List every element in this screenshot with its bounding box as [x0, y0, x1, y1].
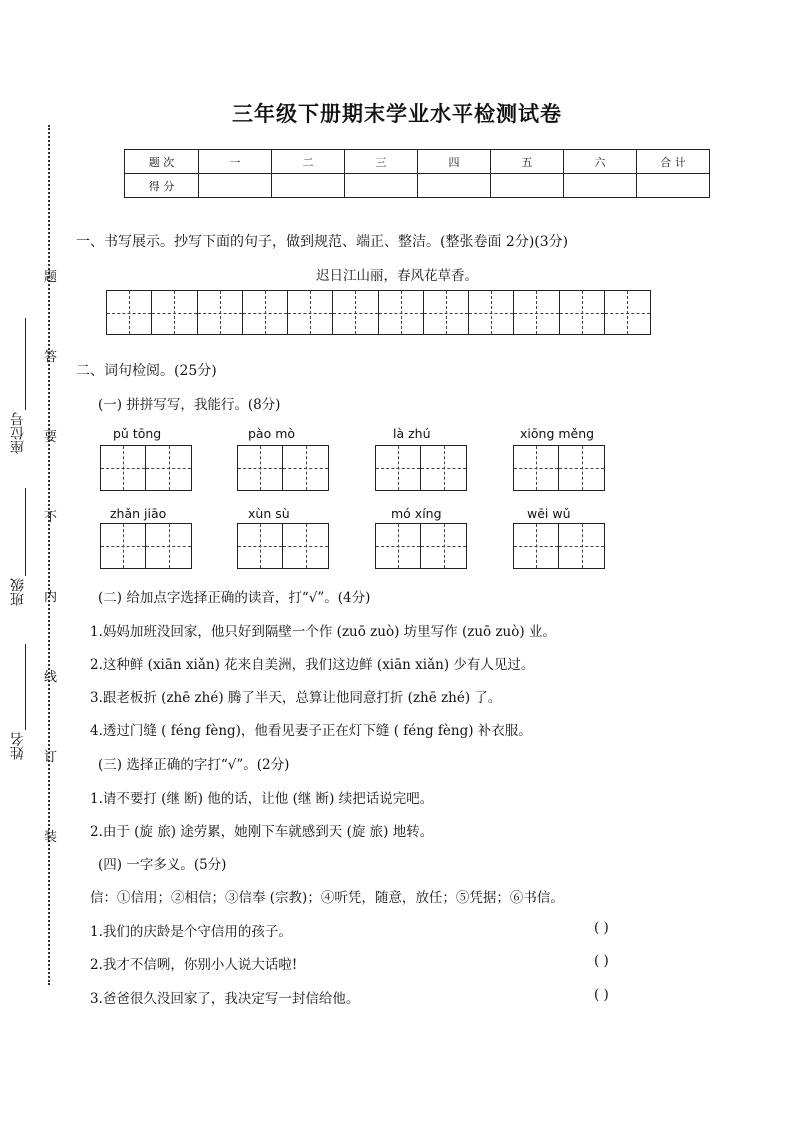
score-header-cell: 二 [272, 150, 345, 174]
answer-grid[interactable] [513, 523, 605, 569]
part3-heading: (三) 选择正确的字打“√”。(2分) [98, 757, 290, 773]
score-input-cell[interactable] [272, 174, 345, 198]
page-title: 三年级下册期末学业水平检测试卷 [232, 101, 562, 126]
score-input-cell[interactable] [199, 174, 272, 198]
question-item: 3.跟老板折 (zhē zhé) 腾了半天，总算让他同意打折 (zhē zhé) 了。 [90, 690, 502, 706]
name-label: 姓名 [10, 732, 26, 760]
pinyin-label: pào mò [248, 426, 296, 441]
score-header-cell: 五 [491, 150, 564, 174]
pinyin-label: wēi wǔ [527, 506, 571, 521]
answer-grid[interactable] [100, 523, 192, 569]
answer-grid[interactable] [513, 445, 605, 491]
pinyin-label: zhǎn jiāo [110, 506, 167, 521]
copy-sentence: 迟日江山丽，春风花草香。 [316, 268, 478, 284]
name-field[interactable] [25, 644, 26, 730]
pinyin-label: pǔ tōng [113, 426, 162, 441]
section2-heading: 二、词句检阅。(25分) [76, 363, 217, 379]
score-header-cell: 题 次 [125, 150, 199, 174]
part4-heading: (四) 一字多义。(5分) [98, 857, 227, 873]
question-item: 1.请不要打 (继 断) 他的话，让他 (继 断) 续把话说完吧。 [90, 791, 434, 807]
answer-blank[interactable]: ( ) [594, 987, 609, 1003]
question-item: 2.由于 (旋 旅) 途劳累，她刚下车就感到天 (旋 旅) 地转。 [90, 824, 434, 840]
part2-heading: (二) 给加点字选择正确的读音，打“√”。(4分) [98, 590, 371, 606]
seal-char: 要 [44, 430, 58, 445]
question-item: 1.妈妈加班没回家，他只好到隔壁一个作 (zuō zuò) 坊里写作 (zuō zuò) 业。 [90, 624, 556, 640]
score-header-cell: 一 [199, 150, 272, 174]
score-header-cell: 三 [345, 150, 418, 174]
score-header-cell: 四 [418, 150, 491, 174]
pinyin-label: xùn sù [248, 506, 290, 521]
section1-heading: 一、书写展示。抄写下面的句子，做到规范、端正、整洁。(整张卷面 2分)(3分) [76, 234, 569, 250]
score-input-cell[interactable] [564, 174, 637, 198]
pinyin-label: xiōng měng [520, 426, 595, 441]
seat-number-label: 座位号 [10, 412, 26, 454]
question-item: 2.这种鲜 (xiān xiǎn) 花来自美洲，我们这边鲜 (xiān xiǎn) 少有人见过。 [90, 657, 535, 673]
seal-char: 线 [44, 670, 58, 685]
answer-blank[interactable]: ( ) [594, 920, 609, 936]
answer-grid[interactable] [375, 523, 467, 569]
question-item: 3.爸爸很久没回家了，我决定写一封信给他。 [90, 991, 360, 1007]
score-table [124, 149, 710, 198]
score-input-cell[interactable] [418, 174, 491, 198]
seal-char: 内 [44, 590, 58, 605]
score-input-cell[interactable] [491, 174, 564, 198]
seat-number-field[interactable] [25, 318, 26, 410]
seal-char: 答 [44, 350, 58, 365]
score-header-cell: 六 [564, 150, 637, 174]
seal-char: 装 [44, 830, 58, 845]
part1-heading: (一) 拼拼写写，我能行。(8分) [98, 397, 281, 413]
pinyin-label: mó xíng [391, 506, 442, 521]
class-label: 班级 [10, 578, 26, 606]
answer-grid[interactable] [375, 445, 467, 491]
question-item: 2.我才不信咧，你别小人说大话啦! [90, 957, 298, 973]
answer-grid[interactable] [237, 523, 329, 569]
writing-grid[interactable] [106, 290, 651, 335]
seal-char: 订 [44, 750, 58, 765]
seal-char: 不 [44, 510, 58, 525]
question-item: 1.我们的庆龄是个守信用的孩子。 [90, 924, 292, 940]
score-input-cell[interactable] [345, 174, 418, 198]
answer-grid[interactable] [237, 445, 329, 491]
score-header-cell: 合 计 [637, 150, 710, 174]
seal-char: 题 [44, 270, 58, 285]
score-row-label: 得 分 [125, 174, 199, 198]
class-field[interactable] [25, 488, 26, 576]
question-item: 4.透过门缝 ( féng fèng)，他看见妻子正在灯下缝 ( féng fèng) 补衣服。 [90, 723, 532, 739]
definition-line: 信：①信用；②相信；③信奉 (宗教)；④听凭，随意，放任；⑤凭据；⑥书信。 [90, 890, 564, 906]
binding-dotted-line [48, 125, 50, 985]
score-input-cell[interactable] [637, 174, 710, 198]
pinyin-label: là zhú [393, 426, 431, 441]
answer-grid[interactable] [100, 445, 192, 491]
answer-blank[interactable]: ( ) [594, 953, 609, 969]
